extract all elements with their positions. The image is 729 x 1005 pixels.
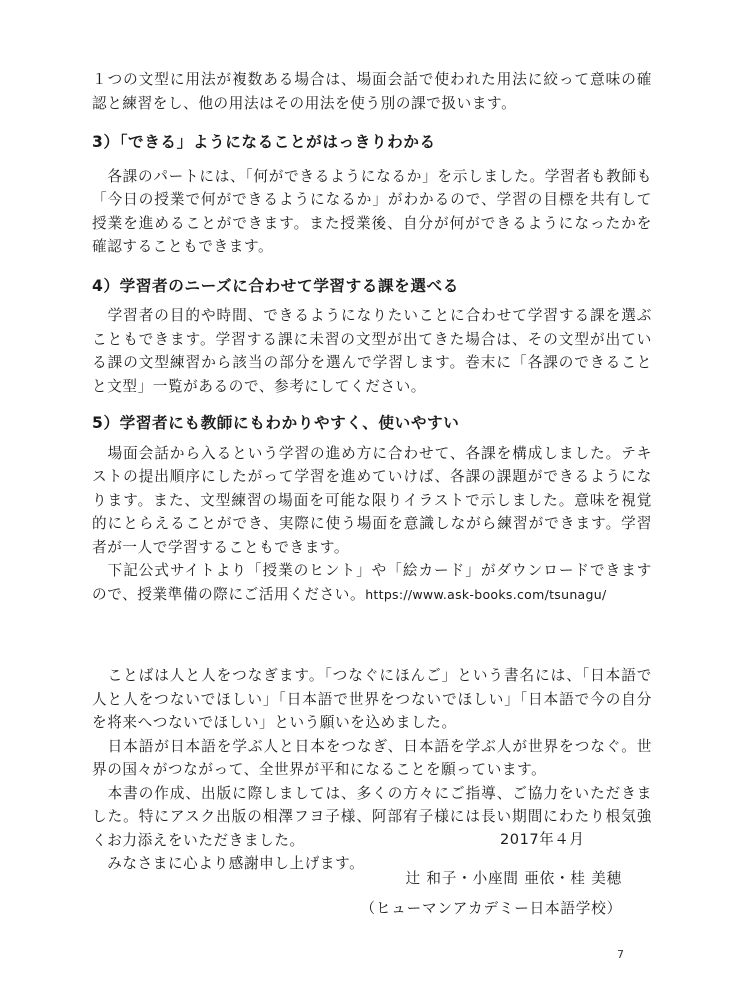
signature-school: （ヒューマンアカデミー日本語学校）: [360, 900, 622, 917]
signature-authors: 辻 和子・小座間 亜依・桂 美穂: [405, 870, 622, 887]
intro-paragraph: １つの文型に用法が複数ある場合は、場面会話で使われた用法に絞って意味の確認と練習をし、他の用法はその用法を使う別の課で扱います。: [92, 71, 652, 112]
section5-heading: 5）学習者にも教師にもわかりやすく、使いやすい: [92, 414, 460, 432]
section3-heading: 3）「できる」ようになることがはっきりわかる: [92, 133, 436, 151]
page-number: 7: [617, 948, 624, 961]
section4-body: 学習者の目的や時間、できるようになりたいことに合わせて学習する課を選ぶこともできます。学習する課に未習の文型が出てきた場合は、その文型が出ている課の文型練習から該当の部分を選んで学習します。巻末に「各課のできることと文型」一覧があるので、参考にしてください。: [92, 307, 652, 395]
section5-resources: [92, 559, 652, 606]
section4-heading: 4）学習者のニーズに合わせて学習する課を選べる: [92, 276, 459, 295]
page-content: [92, 68, 652, 876]
afterword-paragraph-4: みなさまに心より感謝申し上げます。: [92, 855, 365, 872]
website-url: https://www.ask-books.com/tsunagu/: [365, 586, 607, 602]
section3-body: 各課のパートには、「何ができるようになるか」を示しました。学習者も教師も「今日の授業で何ができるようになるか」がわかるので、学習の目標を共有して授業を進めることができます。また授業後、自分が何ができるようになったかを確認することもできます。: [92, 167, 652, 255]
afterword-paragraph-1: ことばは人と人をつなぎます。「つなぐにほんご」という書名には、「日本語で人と人をつないでほしい」「日本語で世界をつないでほしい」「日本語で今の自分を将来へつないでほしい」という願いを込めました。: [92, 667, 652, 731]
section5-body: 場面会話から入るという学習の進め方に合わせて、各課を構成しました。テキストの提出順序にしたがって学習を進めていけば、各課の課題ができるようになります。また、文型練習の場面を可能な限りイラストで示しました。意味を視覚的にとらえることができ、実際に使う場面を意識しながら練習ができます。学習者が一人で学習することもできます。: [92, 444, 652, 556]
afterword-paragraph-2: 日本語が日本語を学ぶ人と日本をつなぎ、日本語を学ぶ人が世界をつなぐ。世界の国々がつながって、全世界が平和になることを願っています。: [92, 737, 652, 778]
section5-resources-text: 下記公式サイトより「授業のヒント」や「絵カード」がダウンロードできますので、授業準備の際にご活用ください。: [92, 562, 652, 603]
afterword-paragraph-3: 本書の作成、出版に際しましては、多くの方々にご指導、ご協力をいただきました。特にアスク出版の相澤フヨ子様、阿部宥子様には長い期間にわたり根気強くお力添えをいただきました。: [92, 784, 652, 849]
signature-date: 2017年４月: [500, 831, 585, 848]
